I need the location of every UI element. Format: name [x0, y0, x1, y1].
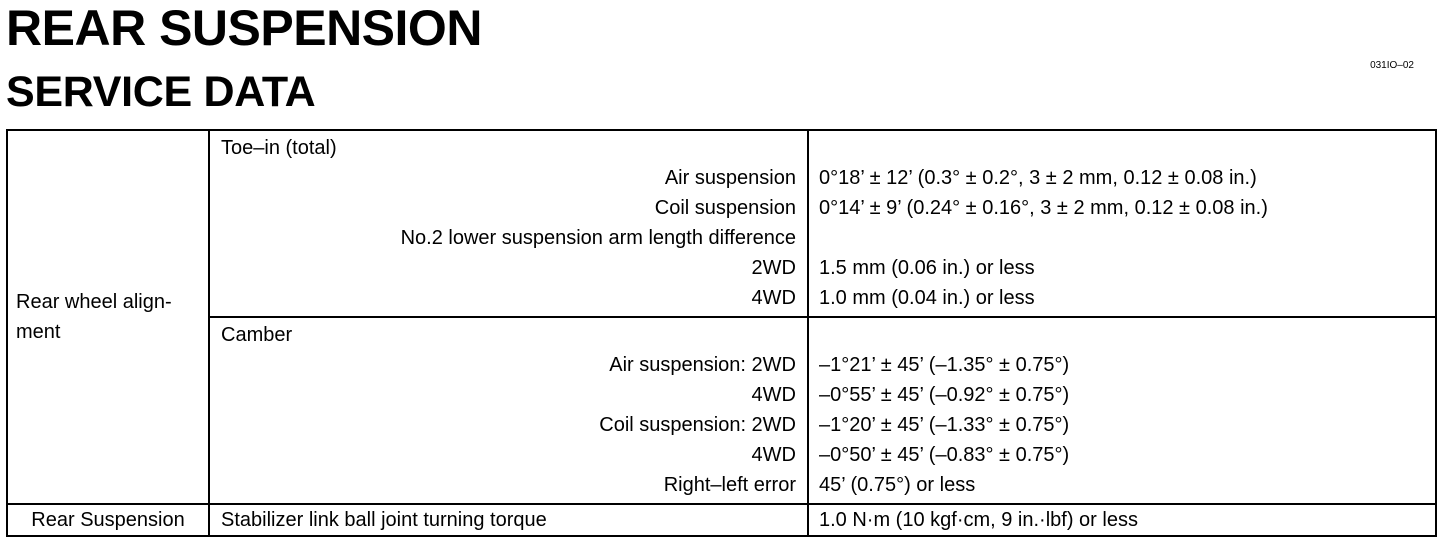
camber-coil-4wd-label: 4WD: [751, 444, 796, 466]
toe-in-heading-value-spacer: [809, 133, 1435, 163]
item-cell-stabilizer-torque: [209, 504, 808, 536]
item-cell-toe-in: [209, 130, 808, 317]
stabilizer-torque-label: Stabilizer link ball joint turning torque: [221, 509, 547, 531]
arm-length-4wd-value: 1.0 mm (0.04 in.) or less: [819, 287, 1035, 309]
table-row-toe-in: [7, 130, 1436, 317]
camber-air-4wd-label: 4WD: [751, 384, 796, 406]
value-cell-stabilizer-torque: [808, 504, 1436, 536]
category-label-rear-suspension: Rear Suspension: [31, 509, 185, 531]
category-cell-rear-wheel-alignment: [7, 130, 209, 504]
table-row-rear-suspension: [7, 504, 1436, 536]
table-row-camber: [7, 317, 1436, 504]
item-cell-camber: [209, 317, 808, 504]
value-cell-camber: [808, 317, 1436, 504]
arm-length-difference-value: [809, 223, 1435, 253]
arm-length-4wd-label: 4WD: [751, 287, 796, 309]
toe-in-coil-label: Coil suspension: [654, 197, 796, 219]
toe-in-air-value: 0°18’ ± 12’ (0.3° ± 0.2°, 3 ± 2 mm, 0.12 ± 0.08 in.): [819, 167, 1257, 189]
camber-heading-value-spacer: [809, 320, 1435, 350]
camber-air-2wd-label: Air suspension: 2WD: [609, 354, 796, 376]
figure-reference: 031IO–02: [1370, 60, 1414, 71]
arm-length-2wd-label: 2WD: [751, 257, 796, 279]
category-cell-rear-suspension: [7, 504, 209, 536]
camber-right-left-error-value: 45’ (0.75°) or less: [819, 474, 976, 496]
camber-right-left-error-label: Right–left error: [663, 474, 796, 496]
toe-in-air-label: Air suspension: [664, 167, 796, 189]
camber-coil-4wd-value: –0°50’ ± 45’ (–0.83° ± 0.75°): [819, 444, 1070, 466]
stabilizer-torque-value: 1.0 N·m (10 kgf·cm, 9 in.·lbf) or less: [819, 509, 1138, 531]
toe-in-heading: Toe–in (total): [221, 137, 337, 159]
camber-coil-2wd-label: Coil suspension: 2WD: [599, 414, 796, 436]
camber-coil-2wd-value: –1°20’ ± 45’ (–1.33° ± 0.75°): [819, 414, 1070, 436]
toe-in-coil-value: 0°14’ ± 9’ (0.24° ± 0.16°, 3 ± 2 mm, 0.12 ± 0.08 in.): [819, 197, 1268, 219]
category-label-rear-wheel-alignment: Rear wheel align- ment: [16, 291, 172, 343]
camber-air-2wd-value: –1°21’ ± 45’ (–1.35° ± 0.75°): [819, 354, 1070, 376]
section-title: SERVICE DATA: [6, 68, 316, 116]
camber-heading: Camber: [221, 324, 293, 346]
page-title: REAR SUSPENSION: [6, 0, 482, 56]
arm-length-difference-label: No.2 lower suspension arm length difference: [400, 227, 796, 249]
arm-length-2wd-value: 1.5 mm (0.06 in.) or less: [819, 257, 1035, 279]
camber-air-4wd-value: –0°55’ ± 45’ (–0.92° ± 0.75°): [819, 384, 1070, 406]
service-data-table: [6, 129, 1437, 537]
value-cell-toe-in: [808, 130, 1436, 317]
